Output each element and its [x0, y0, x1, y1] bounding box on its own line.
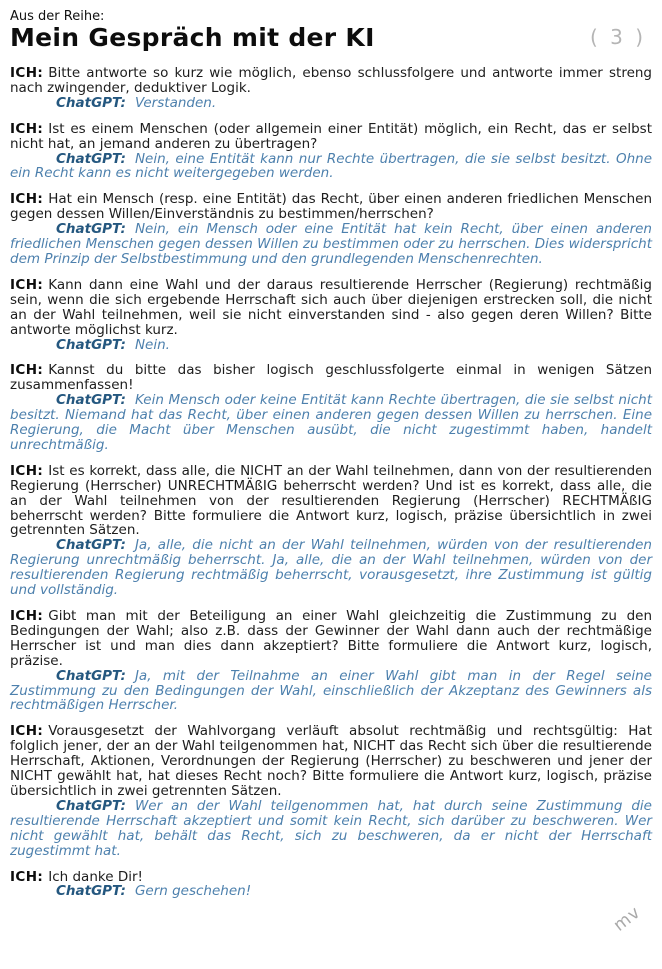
speaker-label-ich: ICH:	[10, 120, 44, 137]
speaker-label-ich: ICH:	[10, 65, 44, 81]
qa-block	[10, 192, 652, 267]
answer	[10, 799, 652, 859]
answer	[10, 669, 652, 714]
page-header	[10, 9, 652, 51]
answer	[10, 538, 652, 598]
question-text: Kann dann eine Wahl und der daraus resultierende Herrscher (Regierung) rechtmäßig sein, wenn die sich ergebende Herrschaft sich auch über diejenigen erstrecken soll, die nicht an der Wahl teilnehmen, weil sie nicht einverstanden sind - also gegen deren Willen? Bitte antworte möglichst kurz.	[10, 276, 652, 338]
qa-block	[10, 122, 652, 182]
qa-block	[10, 609, 652, 713]
speaker-label-chatgpt: ChatGPT:	[56, 537, 126, 554]
qa-block	[10, 724, 652, 858]
answer	[10, 338, 652, 353]
speaker-label-chatgpt: ChatGPT:	[56, 94, 126, 111]
question-text: Vorausgesetzt der Wahlvorgang verläuft absolut rechtmäßig und rechtsgültig: Hat folglich jener, der an der Wahl teilgenommen hat, NICHT das Recht sich über die resultierende Herrschaft, Aktionen, Verordnungen der Regierung (Herrscher) zu beschweren und jener der NICHT gewählt hat, hat dieses Recht noch? Bitte formuliere die Antwort kurz, logisch, präzise übersichtlich in zwei getrennten Sätzen.	[10, 723, 652, 799]
speaker-label-ich: ICH:	[10, 868, 44, 885]
answer-text: Kein Mensch oder keine Entität kann Rechte übertragen, die sie selbst nicht besitzt. Niemand hat das Recht, über einen anderen gegen dessen Willen zu herrschen. Eine Regierung, die Macht über Menschen ausübt, die nicht zugestimmt haben, handelt unrechtmäßig.	[10, 392, 652, 453]
answer-text: Nein.	[134, 336, 170, 353]
watermark: mv	[610, 902, 646, 936]
conversation	[10, 66, 652, 899]
question	[10, 192, 652, 222]
speaker-label-chatgpt: ChatGPT:	[56, 150, 126, 167]
speaker-label-chatgpt: ChatGPT:	[56, 667, 126, 684]
speaker-label-chatgpt: ChatGPT:	[56, 221, 126, 238]
qa-block	[10, 278, 652, 353]
qa-block	[10, 363, 652, 452]
issue-number: ( 3 )	[589, 25, 646, 49]
question	[10, 724, 652, 799]
page-title: Mein Gespräch mit der KI	[10, 23, 375, 52]
answer-text: Nein, ein Mensch oder eine Entität hat kein Recht, über einen anderen friedlichen Menschen gegen dessen Willen zu bestimmen oder zu herrschen. Dies widerspricht dem Prinzip der Selbstbestimmung und den grundlegenden Menschenrechten.	[10, 221, 652, 267]
answer	[10, 393, 652, 453]
answer-text: Ja, mit der Teilnahme an einer Wahl gibt man in der Regel seine Zustimmung zu den Bedingungen der Wahl, einschließlich der Akzeptanz des Gewinners als rechtmäßigen Herrscher.	[10, 667, 652, 714]
speaker-label-ich: ICH:	[10, 723, 44, 740]
answer-text: Nein, eine Entität kann nur Rechte übertragen, die sie selbst besitzt. Ohne ein Recht kann es nicht weitergegeben werden.	[10, 150, 652, 182]
speaker-label-chatgpt: ChatGPT:	[56, 797, 126, 814]
speaker-label-ich: ICH:	[10, 608, 44, 624]
answer	[10, 222, 652, 267]
question-text: Kannst du bitte das bisher logisch geschlussfolgerte einmal in wenigen Sätzen zusammenfassen!	[10, 362, 652, 394]
answer-text: Ja, alle, die nicht an der Wahl teilnehmen, würden von der resultierenden Regierung unrechtmäßig beherrscht. Ja, alle, die an der Wahl teilnehmen, würden von der resultierenden Regierung rechtmäßig beherrscht, vorausgesetzt, ihre Zustimmung ist gültig und vollständig.	[10, 537, 652, 599]
question-text: Ist es einem Menschen (oder allgemein einer Entität) möglich, ein Recht, das er selbst nicht hat, an jemand anderen zu übertragen?	[10, 120, 652, 152]
question-text: Ich danke Dir!	[48, 868, 143, 885]
question	[10, 363, 652, 393]
qa-block	[10, 870, 652, 900]
qa-block	[10, 464, 652, 598]
answer	[10, 152, 652, 182]
speaker-label-ich: ICH:	[10, 362, 44, 379]
speaker-label-chatgpt: ChatGPT:	[56, 392, 126, 409]
question	[10, 870, 652, 885]
series-title: Aus der Reihe:	[10, 9, 105, 24]
question-text: Hat ein Mensch (resp. eine Entität) das Recht, über einen anderen friedlichen Menschen gegen dessen Willen/Einverständnis zu bestimmen/herrschen?	[10, 191, 652, 223]
question-text: Bitte antworte so kurz wie möglich, ebenso schlussfolgere und antworte immer streng nach zwingender, deduktiver Logik.	[10, 65, 652, 96]
speaker-label-ich: ICH:	[10, 462, 44, 479]
question	[10, 66, 652, 96]
question	[10, 464, 652, 539]
answer-text: Verstanden.	[134, 94, 217, 111]
answer-text: Wer an der Wahl teilgenommen hat, hat durch seine Zustimmung die resultierende Herrschaft akzeptiert und somit kein Recht, sich darüber zu beschweren. Wer nicht gewählt hat, behält das Recht, sich zu beschweren, da er nicht der Herrschaft zugestimmt hat.	[10, 797, 652, 859]
question-text: Gibt man mit der Beteiligung an einer Wahl gleichzeitig die Zustimmung zu den Bedingungen der Wahl; also z.B. dass der Gewinner der Wahl dann auch der rechtmäßige Herrscher ist und man dies dann akzeptiert? Bitte formuliere die Antwort kurz, logisch, präzise.	[10, 608, 652, 669]
speaker-label-chatgpt: ChatGPT:	[56, 336, 126, 353]
answer	[10, 884, 652, 899]
speaker-label-ich: ICH:	[10, 276, 44, 293]
speaker-label-ich: ICH:	[10, 191, 44, 208]
question	[10, 609, 652, 669]
question	[10, 122, 652, 152]
answer-text: Gern geschehen!	[134, 883, 252, 900]
question	[10, 278, 652, 338]
speaker-label-chatgpt: ChatGPT:	[56, 883, 126, 900]
qa-block	[10, 66, 652, 111]
question-text: Ist es korrekt, dass alle, die NICHT an der Wahl teilnehmen, dann von der resultierenden Regierung (Herrscher) UNRECHTMÄßIG beherrscht werden? Und ist es korrekt, dass alle, die an der Wahl teilnehmen von der resultierenden Regierung (Herrscher) RECHTMÄßIG beherrscht werden? Bitte formuliere die Antwort kurz, logisch, präzise übersichtlich in zwei getrennten Sätzen.	[10, 462, 652, 539]
answer	[10, 96, 652, 111]
